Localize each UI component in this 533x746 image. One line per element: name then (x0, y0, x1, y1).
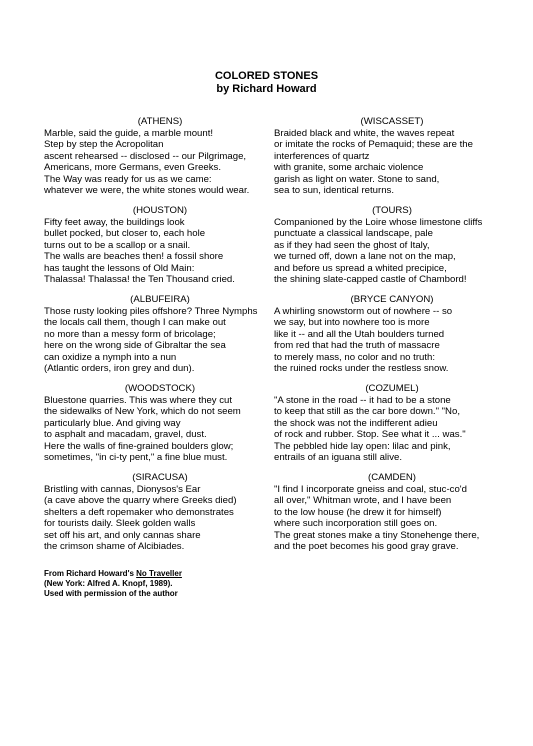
poem-line: to asphalt and macadam, gravel, dust. (44, 429, 207, 440)
source-credit (44, 569, 182, 599)
stanza-place: (HOUSTON) (132, 205, 188, 216)
stanza-place: (CAMDEN) (368, 472, 416, 483)
poem-line: (Atlantic orders, iron grey and dun). (44, 363, 195, 374)
stanza-place: (ALBUFEIRA) (130, 294, 190, 305)
poem-line: The pebbled hide lay open: lilac and pink, (274, 440, 451, 452)
credit-book-title: No Traveller (136, 569, 182, 578)
poem-line: from red that had the truth of massacre (274, 340, 440, 351)
poem-line: the ruined rocks under the restless snow. (274, 363, 449, 374)
poem-line: The walls are beaches then! a fossil shore (44, 251, 224, 262)
poem-byline: by Richard Howard (216, 83, 317, 95)
poem-line: Bristling with cannas, Dionysos's Ear (44, 483, 201, 495)
poem-line: the sidewalks of New York, which do not seem (44, 406, 241, 417)
stanza (44, 116, 276, 197)
poem-line: ascent rehearsed -- disclosed -- our Pilgrimage, (44, 150, 247, 162)
poem-line: for tourists daily. Sleek golden walls (44, 518, 196, 529)
stanza (274, 205, 510, 286)
credit-line-1 (44, 569, 182, 579)
credit-prefix: From Richard Howard's (44, 569, 137, 578)
poem-title: COLORED STONES (214, 70, 319, 82)
stanza (274, 116, 510, 197)
poem-line: Fifty feet away, the buildings look (44, 216, 185, 228)
poem-line: interferences of quartz (274, 150, 370, 162)
poem-line: as if they had seen the ghost of Italy, (274, 239, 430, 251)
poem-line: A whirling snowstorm out of nowhere -- so (274, 305, 453, 317)
poem-line: entrails of an iguana still alive. (274, 452, 402, 463)
poem-line: "I find I incorporate gneiss and coal, stuc-co'd (274, 483, 467, 495)
poem-line: Thalassa! Thalassa! the Ten Thousand cried. (44, 274, 235, 285)
poem-line: Companioned by the Loire whose limestone cliffs (274, 216, 483, 228)
poem-line: garish as light on water. Stone to sand, (274, 173, 440, 185)
poem-line: Braided black and white, the waves repeat (274, 127, 455, 139)
stanza-place: (SIRACUSA) (132, 472, 188, 483)
poem-line: can oxidize a nymph into a nun (44, 351, 177, 363)
stanza-place: (WOODSTOCK) (124, 383, 196, 394)
poem-line: turns out to be a scallop or a snail. (44, 239, 191, 251)
poem-line: with granite, some archaic violence (274, 162, 424, 173)
poem-line: we turned off, down a lane not on the map, (274, 251, 456, 262)
poem-line: or imitate the rocks of Pemaquid; these are the (274, 139, 473, 150)
stanza-place: (TOURS) (372, 205, 412, 216)
poem-line: and the poet becomes his good gray grave. (274, 541, 459, 552)
poem-line: Here the walls of fine-grained boulders glow; (44, 440, 234, 452)
stanza (274, 294, 510, 375)
poem-line: all over," Whitman wrote, and I have been (274, 495, 452, 506)
credit-line-2: (New York: Alfred A. Knopf, 1989). (44, 579, 173, 588)
stanza-place: (BRYCE CANYON) (350, 294, 434, 305)
poem-line: the locals call them, though I can make out (44, 317, 226, 328)
poem-line: of rock and rubber. Stop. See what it ... was." (274, 429, 466, 440)
poem-line: Bluestone quarries. This was where they cut (44, 394, 233, 406)
stanza (44, 472, 276, 553)
stanza (274, 383, 510, 464)
stanza-place: (WISCASSET) (360, 116, 424, 127)
credit-line-3: Used with permission of the author (44, 589, 178, 598)
poem-line: punctuate a classical landscape, pale (274, 228, 433, 239)
poem-line: sea to sun, identical returns. (274, 185, 394, 196)
stanza (44, 294, 276, 375)
poem-line: the crimson shame of Alcibiades. (44, 541, 185, 552)
poem-line: and before us spread a whited precipice, (274, 262, 447, 274)
left-column (44, 116, 276, 561)
poem-line: no more than a messy form of bricolage; (44, 328, 216, 340)
poem-header (0, 70, 533, 96)
poem-line: The Way was ready for us as we came: (44, 173, 212, 185)
poem-line: to the low house (he drew it for himself) (274, 506, 442, 518)
poem-line: to merely mass, no color and no truth: (274, 351, 436, 363)
poem-line: sometimes, "in ci-ty pent," a fine blue must. (44, 452, 228, 463)
poem-line: whatever we were, the white stones would wear. (44, 185, 250, 196)
stanza-place: (COZUMEL) (365, 383, 419, 394)
poem-line: we say, but into nowhere too is more (274, 317, 430, 328)
poem-line: Marble, said the guide, a marble mount! (44, 127, 214, 139)
poem-line: The great stones make a tiny Stonehenge there, (274, 529, 480, 541)
poem-line: shelters a deft ropemaker who demonstrates (44, 506, 234, 518)
poem-line: where such incorporation still goes on. (274, 518, 438, 529)
poem-line: set off his art, and only cannas share (44, 529, 201, 541)
poem-line: has taught the lessons of Old Main: (44, 262, 195, 274)
poem-line: the shock was not the indifferent adieu (274, 417, 438, 429)
poem-line: the shining slate-capped castle of Chambord! (274, 274, 467, 285)
poem-line: bullet pocked, but closer to, each hole (44, 228, 206, 239)
stanza (44, 383, 276, 464)
poem-line: Those rusty looking piles offshore? Three Nymphs (44, 305, 258, 317)
poem-line: like it -- and all the Utah boulders turned (274, 328, 445, 340)
poem-line: "A stone in the road -- it had to be a stone (274, 394, 451, 406)
poem-line: Americans, more Germans, even Greeks. (44, 162, 222, 173)
poem-line: to keep that still as the car bore down." "No, (274, 406, 460, 417)
stanza (44, 205, 276, 286)
stanza (274, 472, 510, 553)
poem-line: particularly blue. And giving way (44, 417, 181, 429)
poem-line: Step by step the Acropolitan (44, 139, 164, 150)
right-column (274, 116, 510, 561)
poem-line: here on the wrong side of Gibraltar the sea (44, 340, 226, 351)
stanza-place: (ATHENS) (137, 116, 183, 127)
poem-line: (a cave above the quarry where Greeks died) (44, 495, 237, 506)
